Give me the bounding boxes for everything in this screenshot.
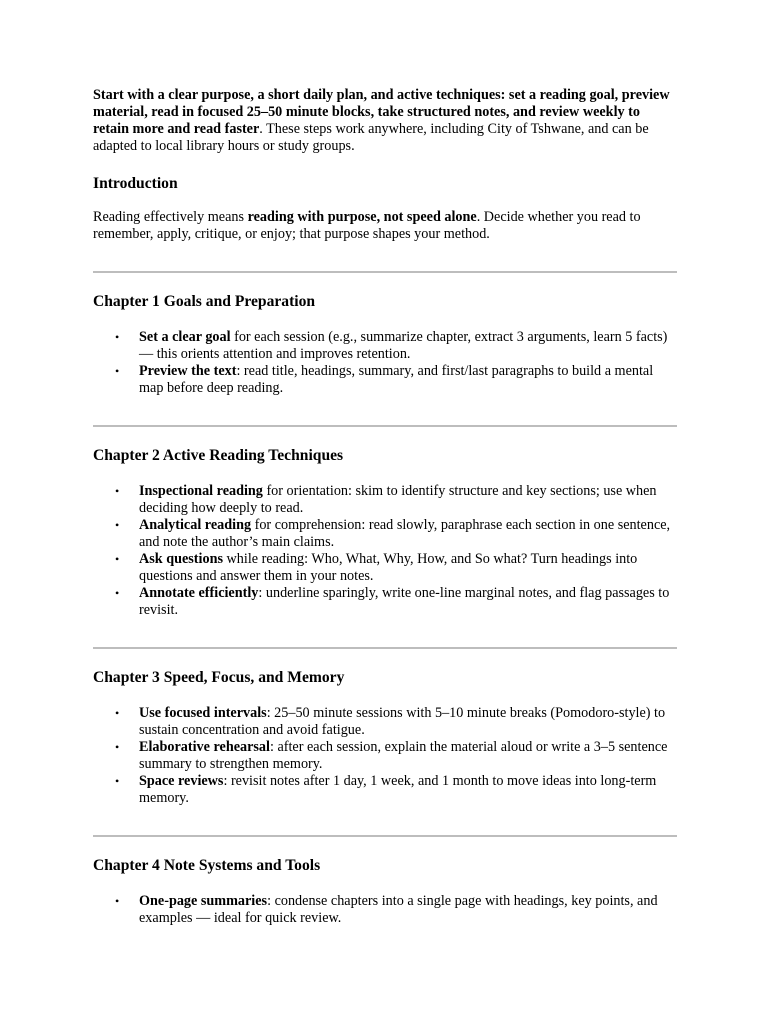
- chapter-2-heading: Chapter 2 Active Reading Techniques: [93, 447, 344, 464]
- bullet-icon: •: [115, 364, 120, 378]
- introduction-paragraph: [93, 209, 677, 243]
- list-item-term: Annotate efficiently: [139, 585, 259, 601]
- bullet-icon: •: [115, 740, 120, 754]
- list-item-term: Use focused intervals: [139, 705, 267, 721]
- list-item: [93, 705, 677, 739]
- list-item-text: for each session (e.g., summarize chapter, extract 3 arguments, learn 5 facts) — this orients attention and improves retention.: [139, 329, 668, 362]
- summary-bold-text: Start with a clear purpose, a short daily plan, and active techniques: set a reading goal, preview material, read in focused 25–50 minute blocks, take structured notes, and review weekly to retain more and read faster: [93, 87, 670, 137]
- list-item: [93, 739, 677, 773]
- bullet-icon: •: [115, 484, 120, 498]
- list-item: [93, 483, 677, 517]
- list-item-text: : after each session, explain the material aloud or write a 3–5 sentence summary to strengthen memory.: [139, 739, 668, 772]
- list-item-text: for orientation: skim to identify structure and key sections; use when deciding how deeply to read.: [139, 483, 657, 516]
- section-divider: [93, 647, 677, 649]
- chapter-2-list: [93, 483, 677, 619]
- list-item-text: : condense chapters into a single page with headings, key points, and examples — ideal for quick review.: [139, 893, 658, 926]
- list-item-term: Inspectional reading: [139, 483, 263, 499]
- bullet-icon: •: [115, 552, 120, 566]
- list-item-term: Ask questions: [139, 551, 223, 567]
- bullet-icon: •: [115, 518, 120, 532]
- introduction-bold-text: reading with purpose, not speed alone: [247, 209, 477, 225]
- list-item-text: for comprehension: read slowly, paraphrase each section in one sentence, and note the author’s main claims.: [139, 517, 671, 550]
- section-divider: [93, 835, 677, 837]
- list-item-text: while reading: Who, What, Why, How, and So what? Turn headings into questions and answer them in your notes.: [139, 551, 638, 584]
- chapter-1-list: [93, 329, 677, 397]
- chapter-4-list: [93, 893, 677, 927]
- list-item: [93, 363, 677, 397]
- section-divider: [93, 425, 677, 427]
- list-item: [93, 585, 677, 619]
- list-item: [93, 893, 677, 927]
- list-item-term: One-page summaries: [139, 893, 268, 909]
- list-item-term: Space reviews: [139, 773, 224, 789]
- bullet-icon: •: [115, 330, 120, 344]
- list-item: [93, 329, 677, 363]
- bullet-icon: •: [115, 894, 120, 908]
- list-item-term: Preview the text: [139, 363, 237, 379]
- list-item-term: Set a clear goal: [139, 329, 231, 345]
- list-item-term: Elaborative rehearsal: [139, 739, 270, 755]
- bullet-icon: •: [115, 586, 120, 600]
- section-divider: [93, 271, 677, 273]
- chapter-4-heading: Chapter 4 Note Systems and Tools: [93, 857, 321, 874]
- summary-rest-text: . These steps work anywhere, including City of Tshwane, and can be adapted to local library hours or study groups.: [93, 121, 649, 154]
- introduction-post-text: . Decide whether you read to remember, apply, critique, or enjoy; that purpose shapes your method.: [93, 209, 641, 242]
- bullet-icon: •: [115, 774, 120, 788]
- chapter-3-heading: Chapter 3 Speed, Focus, and Memory: [93, 669, 345, 686]
- introduction-heading: Introduction: [93, 175, 178, 192]
- list-item: [93, 773, 677, 807]
- chapter-1-heading: Chapter 1 Goals and Preparation: [93, 293, 316, 310]
- introduction-pre-text: Reading effectively means: [93, 209, 248, 225]
- list-item-text: : revisit notes after 1 day, 1 week, and 1 month to move ideas into long-term memory.: [139, 773, 657, 806]
- document-page: [93, 87, 677, 927]
- list-item-term: Analytical reading: [139, 517, 252, 533]
- list-item-text: : read title, headings, summary, and first/last paragraphs to build a mental map before deep reading.: [139, 363, 654, 396]
- list-item: [93, 517, 677, 551]
- list-item-text: : underline sparingly, write one-line marginal notes, and flag passages to revisit.: [139, 585, 670, 618]
- chapter-3-list: [93, 705, 677, 807]
- bullet-icon: •: [115, 706, 120, 720]
- list-item: [93, 551, 677, 585]
- list-item-text: : 25–50 minute sessions with 5–10 minute breaks (Pomodoro-style) to sustain concentration and avoid fatigue.: [139, 705, 666, 738]
- summary-paragraph: [93, 87, 677, 155]
